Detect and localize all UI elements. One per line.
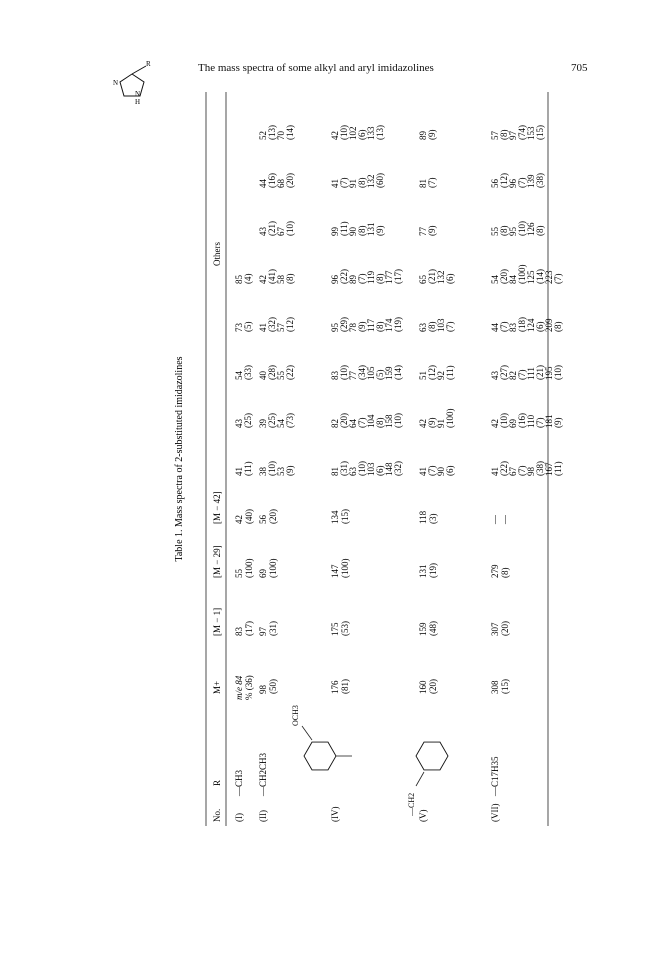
others-pct: (15): [535, 125, 545, 140]
others-pct: (7): [357, 273, 367, 284]
col-header-others: Others: [212, 242, 222, 266]
m-minus-29-pct: (100): [244, 558, 254, 578]
others-pct: (7): [427, 465, 437, 476]
others-mz: 41: [234, 467, 244, 476]
others-pct: (6): [535, 321, 545, 332]
others-pct: (34): [357, 365, 367, 380]
core-r-label: R: [146, 60, 151, 68]
others-pct: (16): [267, 173, 277, 188]
others-pct: (6): [357, 129, 367, 140]
others-mz: 38: [258, 467, 268, 476]
benzyl-ring: [416, 742, 448, 770]
others-mz: 91: [436, 419, 446, 428]
others-pct: (8): [499, 129, 509, 140]
row-r-substituent: —CH2CH3: [258, 752, 268, 796]
imidazoline-ring: [120, 74, 144, 96]
others-pct: (20): [499, 269, 509, 284]
table-svg: [170, 92, 563, 826]
m-plus-pct: (15): [500, 679, 510, 694]
others-mz: 89: [348, 275, 358, 284]
m-minus-29-mz: 279: [490, 564, 500, 578]
others-pct: (12): [499, 173, 509, 188]
others-pct: (14): [285, 125, 295, 140]
mz-unit-label: m/e 84: [234, 675, 244, 700]
others-mz: 69: [508, 419, 518, 428]
others-mz: 43: [490, 371, 500, 380]
others-pct: (9): [553, 417, 563, 428]
others-pct: (8): [535, 225, 545, 236]
m-minus-29-mz: 147: [330, 564, 340, 578]
others-pct: (60): [375, 173, 385, 188]
others-mz: 97: [508, 131, 518, 140]
others-pct: (25): [243, 413, 253, 428]
benzyl-bond: [416, 772, 424, 786]
others-mz: 98: [526, 467, 536, 476]
others-mz: 103: [436, 318, 446, 332]
others-mz: 95: [330, 323, 340, 332]
others-mz: 82: [508, 371, 518, 380]
others-pct: (7): [445, 321, 455, 332]
m-minus-29-pct: (19): [428, 563, 438, 578]
others-pct: (10): [339, 125, 349, 140]
others-pct: (7): [499, 321, 509, 332]
others-mz: 209: [544, 318, 554, 332]
others-pct: (22): [285, 365, 295, 380]
others-pct: (20): [285, 173, 295, 188]
m-minus-1-pct: (31): [268, 621, 278, 636]
m-minus-42-pct: (15): [340, 509, 350, 524]
others-pct: (41): [267, 269, 277, 284]
others-mz: 41: [490, 467, 500, 476]
others-pct: (74): [517, 125, 527, 140]
others-pct: (11): [339, 221, 349, 236]
others-mz: 43: [258, 227, 268, 236]
others-mz: 55: [276, 371, 286, 380]
table-body: [174, 92, 563, 826]
others-pct: (22): [499, 461, 509, 476]
others-pct: (7): [553, 273, 563, 284]
m-plus-mz: 176: [330, 680, 340, 694]
ring-nh-label: N: [135, 90, 141, 98]
row-number: (IV): [330, 806, 340, 822]
others-mz: 104: [366, 414, 376, 428]
others-mz: 68: [276, 179, 286, 188]
others-mz: 119: [366, 270, 376, 284]
row-number: (VII): [490, 803, 500, 822]
others-mz: 81: [418, 179, 428, 188]
others-mz: 125: [526, 270, 536, 284]
others-mz: 63: [348, 467, 358, 476]
m-plus-pct: (20): [428, 679, 438, 694]
others-mz: 77: [418, 227, 428, 236]
m-minus-29-mz: 69: [258, 569, 268, 578]
others-pct: (27): [499, 365, 509, 380]
others-mz: 89: [418, 131, 428, 140]
others-pct: (7): [427, 177, 437, 188]
others-mz: 77: [348, 371, 358, 380]
others-pct: (33): [243, 365, 253, 380]
m-minus-1-pct: (48): [428, 621, 438, 636]
r-bond: [132, 66, 146, 74]
others-mz: 91: [348, 179, 358, 188]
others-mz: 111: [526, 367, 536, 380]
others-mz: 58: [276, 275, 286, 284]
others-mz: 52: [258, 131, 268, 140]
others-mz: 42: [490, 419, 500, 428]
others-pct: (21): [427, 269, 437, 284]
others-pct: (4): [243, 273, 253, 284]
m-minus-42-mz: 42: [234, 515, 244, 524]
m-minus-42-mz: —: [490, 515, 500, 524]
others-pct: (11): [553, 461, 563, 476]
m-minus-29-mz: 55: [234, 569, 244, 578]
others-pct: (10): [393, 413, 403, 428]
others-pct: (10): [499, 413, 509, 428]
m-minus-1-mz: 83: [234, 627, 244, 636]
others-pct: (6): [445, 465, 455, 476]
others-pct: (9): [427, 225, 437, 236]
others-pct: (7): [517, 465, 527, 476]
row-number: (II): [258, 810, 268, 822]
others-pct: (29): [339, 317, 349, 332]
others-pct: (14): [393, 365, 403, 380]
others-mz: 51: [418, 371, 428, 380]
others-mz: 42: [418, 419, 428, 428]
page-number: 705: [571, 62, 588, 74]
others-mz: 53: [276, 467, 286, 476]
m-minus-42-pct: (40): [244, 509, 254, 524]
others-pct: (21): [267, 221, 277, 236]
others-mz: 167: [544, 462, 554, 476]
others-mz: 153: [526, 126, 536, 140]
others-mz: 223: [544, 270, 554, 284]
others-mz: 132: [366, 174, 376, 188]
others-pct: (12): [427, 365, 437, 380]
others-mz: 195: [544, 366, 554, 380]
col-header-m-1: [M − 1]: [212, 607, 222, 636]
others-mz: 103: [366, 462, 376, 476]
m-minus-1-pct: (20): [500, 621, 510, 636]
others-mz: 158: [384, 414, 394, 428]
others-pct: (38): [535, 173, 545, 188]
others-pct: (10): [357, 461, 367, 476]
others-pct: (8): [375, 273, 385, 284]
others-mz: 39: [258, 419, 268, 428]
pct-unit-label: % (36): [244, 675, 254, 700]
others-pct: (7): [517, 369, 527, 380]
others-mz: 54: [490, 275, 500, 284]
others-mz: 92: [436, 371, 446, 380]
others-pct: (5): [375, 369, 385, 380]
others-pct: (10): [285, 221, 295, 236]
others-pct: (8): [427, 321, 437, 332]
others-pct: (13): [375, 125, 385, 140]
col-header-m: M+: [212, 680, 222, 694]
m-minus-42-pct: —: [500, 515, 510, 524]
others-pct: (9): [357, 321, 367, 332]
m-minus-29-pct: (100): [340, 558, 350, 578]
others-pct: (17): [393, 269, 403, 284]
others-mz: 139: [526, 174, 536, 188]
ch2-label: —CH2: [407, 792, 416, 816]
m-plus-mz: 160: [418, 680, 428, 694]
others-mz: 96: [508, 179, 518, 188]
others-mz: 42: [330, 131, 340, 140]
others-mz: 177: [384, 270, 394, 284]
others-pct: (14): [535, 269, 545, 284]
others-mz: 41: [258, 323, 268, 332]
m-minus-1-pct: (53): [340, 621, 350, 636]
others-pct: (6): [445, 273, 455, 284]
others-mz: 126: [526, 222, 536, 236]
others-pct: (12): [285, 317, 295, 332]
others-mz: 84: [508, 275, 518, 284]
anisyl-ring: [304, 742, 336, 770]
others-mz: 54: [276, 419, 286, 428]
others-pct: (10): [339, 365, 349, 380]
others-mz: 56: [490, 179, 500, 188]
others-pct: (8): [375, 417, 385, 428]
others-mz: 159: [384, 366, 394, 380]
others-pct: (9): [427, 417, 437, 428]
others-pct: (6): [375, 465, 385, 476]
others-mz: 95: [508, 227, 518, 236]
others-mz: 54: [234, 371, 244, 380]
others-pct: (8): [285, 273, 295, 284]
m-minus-42-mz: 56: [258, 515, 268, 524]
methoxy-bond: [302, 726, 312, 740]
others-pct: (8): [357, 177, 367, 188]
others-pct: (73): [285, 413, 295, 428]
others-mz: 41: [330, 179, 340, 188]
others-mz: 63: [418, 323, 428, 332]
others-mz: 133: [366, 126, 376, 140]
others-pct: (10): [517, 221, 527, 236]
row-number: (I): [234, 813, 244, 822]
m-minus-42-pct: (20): [268, 509, 278, 524]
mass-spectra-table: [170, 92, 563, 826]
others-pct: (20): [339, 413, 349, 428]
col-header-no: No.: [212, 808, 222, 822]
others-mz: 174: [384, 318, 394, 332]
others-pct: (100): [517, 264, 527, 284]
others-mz: 124: [526, 318, 536, 332]
row-r-substituent: —C17H35: [490, 756, 500, 796]
others-mz: 67: [508, 467, 518, 476]
others-mz: 44: [490, 323, 500, 332]
others-pct: (21): [535, 365, 545, 380]
others-pct: (10): [267, 461, 277, 476]
imidazoline-structure: [110, 56, 154, 106]
others-mz: 181: [544, 414, 554, 428]
others-mz: 102: [348, 126, 358, 140]
others-pct: (32): [267, 317, 277, 332]
others-pct: (16): [517, 413, 527, 428]
m-minus-1-mz: 159: [418, 622, 428, 636]
m-minus-1-mz: 307: [490, 622, 500, 636]
m-minus-1-pct: (17): [244, 621, 254, 636]
m-minus-29-pct: (8): [500, 567, 510, 578]
others-pct: (7): [517, 177, 527, 188]
others-mz: 57: [276, 323, 286, 332]
others-mz: 57: [490, 131, 500, 140]
ring-n-label: N: [113, 79, 119, 87]
others-mz: 64: [348, 419, 358, 428]
others-pct: (22): [339, 269, 349, 284]
others-mz: 90: [348, 227, 358, 236]
others-pct: (100): [445, 408, 455, 428]
others-mz: 67: [276, 227, 286, 236]
others-mz: 73: [234, 323, 244, 332]
others-mz: 148: [384, 462, 394, 476]
others-pct: (8): [375, 321, 385, 332]
running-title: The mass spectra of some alkyl and aryl imidazolines: [198, 62, 434, 74]
others-pct: (11): [445, 365, 455, 380]
col-header-m-29: [M − 29]: [212, 545, 222, 578]
others-pct: (7): [535, 417, 545, 428]
others-pct: (18): [517, 317, 527, 332]
others-mz: 44: [258, 179, 268, 188]
m-minus-1-mz: 97: [258, 627, 268, 636]
others-pct: (9): [285, 465, 295, 476]
others-pct: (11): [243, 461, 253, 476]
m-plus-mz: 308: [490, 680, 500, 694]
others-pct: (28): [267, 365, 277, 380]
others-pct: (8): [553, 321, 563, 332]
others-mz: 55: [490, 227, 500, 236]
others-pct: (32): [393, 461, 403, 476]
m-minus-1-mz: 175: [330, 622, 340, 636]
others-mz: 85: [234, 275, 244, 284]
others-mz: 78: [348, 323, 358, 332]
others-mz: 41: [418, 467, 428, 476]
others-mz: 90: [436, 467, 446, 476]
others-pct: (8): [499, 225, 509, 236]
others-mz: 132: [436, 270, 446, 284]
table-caption: Table 1. Mass spectra of 2-substituted imidazolines: [174, 356, 185, 562]
others-pct: (7): [357, 417, 367, 428]
others-pct: (25): [267, 413, 277, 428]
col-header-m-42: [M − 42]: [212, 491, 222, 524]
m-minus-42-mz: 118: [418, 510, 428, 524]
others-mz: 99: [330, 227, 340, 236]
row-number: (V): [418, 809, 428, 822]
others-mz: 40: [258, 371, 268, 380]
others-mz: 83: [508, 323, 518, 332]
others-mz: 131: [366, 222, 376, 236]
others-mz: 43: [234, 419, 244, 428]
row-r-substituent: —CH3: [234, 769, 244, 796]
m-plus-pct: (50): [268, 679, 278, 694]
others-pct: (9): [375, 225, 385, 236]
m-plus-pct: (81): [340, 679, 350, 694]
ring-h-label: H: [135, 98, 141, 106]
others-mz: 110: [526, 414, 536, 428]
others-pct: (8): [357, 225, 367, 236]
others-mz: 82: [330, 419, 340, 428]
m-minus-42-pct: (3): [428, 513, 438, 524]
col-header-r: R: [212, 779, 222, 786]
others-pct: (9): [427, 129, 437, 140]
others-mz: 42: [258, 275, 268, 284]
others-pct: (19): [393, 317, 403, 332]
others-mz: 65: [418, 275, 428, 284]
others-mz: 105: [366, 366, 376, 380]
others-mz: 81: [330, 467, 340, 476]
others-pct: (31): [339, 461, 349, 476]
others-pct: (7): [339, 177, 349, 188]
others-pct: (13): [267, 125, 277, 140]
m-plus-mz: 98: [258, 685, 268, 694]
others-mz: 96: [330, 275, 340, 284]
others-mz: 83: [330, 371, 340, 380]
och3-label: OCH3: [291, 705, 300, 726]
m-minus-29-mz: 131: [418, 564, 428, 578]
m-minus-42-mz: 134: [330, 510, 340, 524]
others-pct: (5): [243, 321, 253, 332]
others-pct: (10): [553, 365, 563, 380]
others-pct: (38): [535, 461, 545, 476]
others-mz: 117: [366, 318, 376, 332]
m-minus-29-pct: (100): [268, 558, 278, 578]
others-mz: 70: [276, 131, 286, 140]
